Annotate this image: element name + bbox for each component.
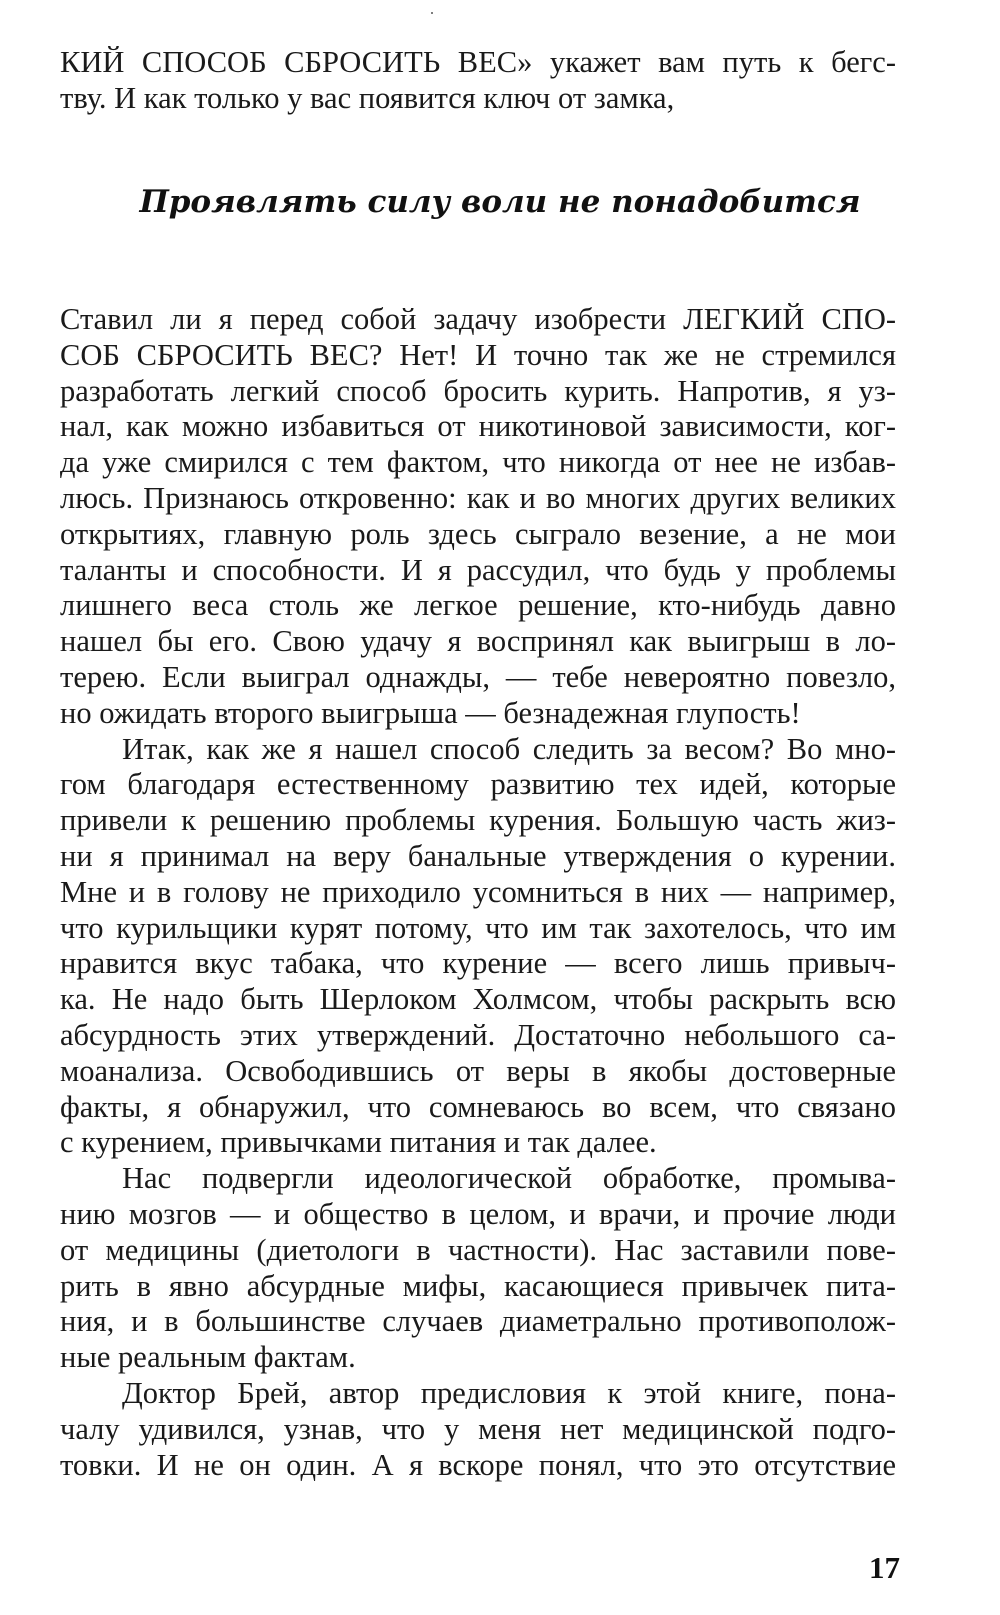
text-line: гом благодаря естественному развитию тех идей, которые — [60, 767, 896, 802]
text-line: привели к решению проблемы курения. Большую часть жиз- — [60, 803, 896, 838]
text-line: тву. И как только у вас появится ключ от замка, — [60, 80, 675, 115]
text-line: ка. Не надо быть Шерлоком Холмсом, чтобы раскрыть всю — [60, 982, 896, 1017]
text-line: нравится вкус табака, что курение — всего лишь привыч- — [60, 946, 896, 981]
text-line: ные реальным фактам. — [60, 1340, 356, 1375]
text-line: таланты и способности. И я рассудил, что будь у проблемы — [60, 552, 896, 587]
text-line: Ставил ли я перед собой задачу изобрести ЛЕГКИЙ СПО- — [60, 302, 896, 336]
body-text — [60, 302, 896, 1483]
text-line: с курением, привычками питания и так далее. — [60, 1125, 657, 1160]
page-number: 17 — [869, 1550, 900, 1585]
text-line: СОБ СБРОСИТЬ ВЕС? Нет! И точно так же не стремился — [60, 337, 896, 372]
section-heading: Проявлять силу воли не понадобится — [139, 184, 861, 220]
text-line: что курильщики курят потому, что им так захотелось, что им — [60, 910, 896, 945]
text-line: Нас подвергли идеологической обработке, промыва- — [122, 1161, 896, 1196]
text-line: факты, я обнаружил, что сомневаюсь во всем, что связано — [60, 1089, 896, 1124]
text-line: чалу удивился, узнав, что у меня нет медицинской подго- — [60, 1411, 896, 1446]
text-line: ния, и в большинстве случаев диаметрально противополож- — [60, 1304, 896, 1339]
text-line: люсь. Признаюсь откровенно: как и во многих других великих — [60, 480, 896, 515]
text-line: абсурдность этих утверждений. Достаточно небольшого са- — [60, 1017, 896, 1052]
text-line: нал, как можно избавиться от никотиновой зависимости, ког- — [60, 409, 896, 444]
text-line: моанализа. Освободившись от веры в якобы достоверные — [60, 1053, 896, 1088]
text-line: терею. Если выиграл однажды, — тебе невероятно повезло, — [60, 659, 896, 694]
intro-paragraph — [60, 45, 896, 117]
text-line: рить в явно абсурдные мифы, касающиеся привычек пита- — [60, 1268, 896, 1303]
text-line: Мне и в голову не приходило усомниться в них — например, — [60, 874, 896, 909]
text-line: КИЙ СПОСОБ СБРОСИТЬ ВЕС» укажет вам путь к бегс- — [60, 45, 896, 79]
text-line: Итак, как же я нашел способ следить за весом? Во мно- — [122, 731, 896, 766]
text-line: нашел бы его. Свою удачу я воспринял как выигрыш в ло- — [60, 624, 896, 659]
print-speck — [431, 12, 433, 14]
text-line: да уже смирился с тем фактом, что никогда от нее не избав- — [60, 445, 896, 480]
text-line: лишнего веса столь же легкое решение, кто-нибудь давно — [60, 588, 896, 623]
text-line: товки. И не он один. А я вскоре понял, что это отсутствие — [60, 1447, 896, 1482]
text-line: нию мозгов — и общество в целом, и врачи, и прочие люди — [60, 1196, 896, 1231]
text-line: от медицины (диетологи в частности). Нас заставили пове- — [60, 1232, 896, 1267]
text-line: но ожидать второго выигрыша — безнадежная глупость! — [60, 695, 801, 730]
text-line: Доктор Брей, автор предисловия к этой книге, пона- — [122, 1375, 896, 1410]
text-line: разработать легкий способ бросить курить. Напротив, я уз- — [60, 373, 896, 408]
text-line: открытиях, главную роль здесь сыграло везение, а не мои — [60, 516, 896, 551]
text-line: ни я принимал на веру банальные утверждения о курении. — [60, 838, 896, 873]
